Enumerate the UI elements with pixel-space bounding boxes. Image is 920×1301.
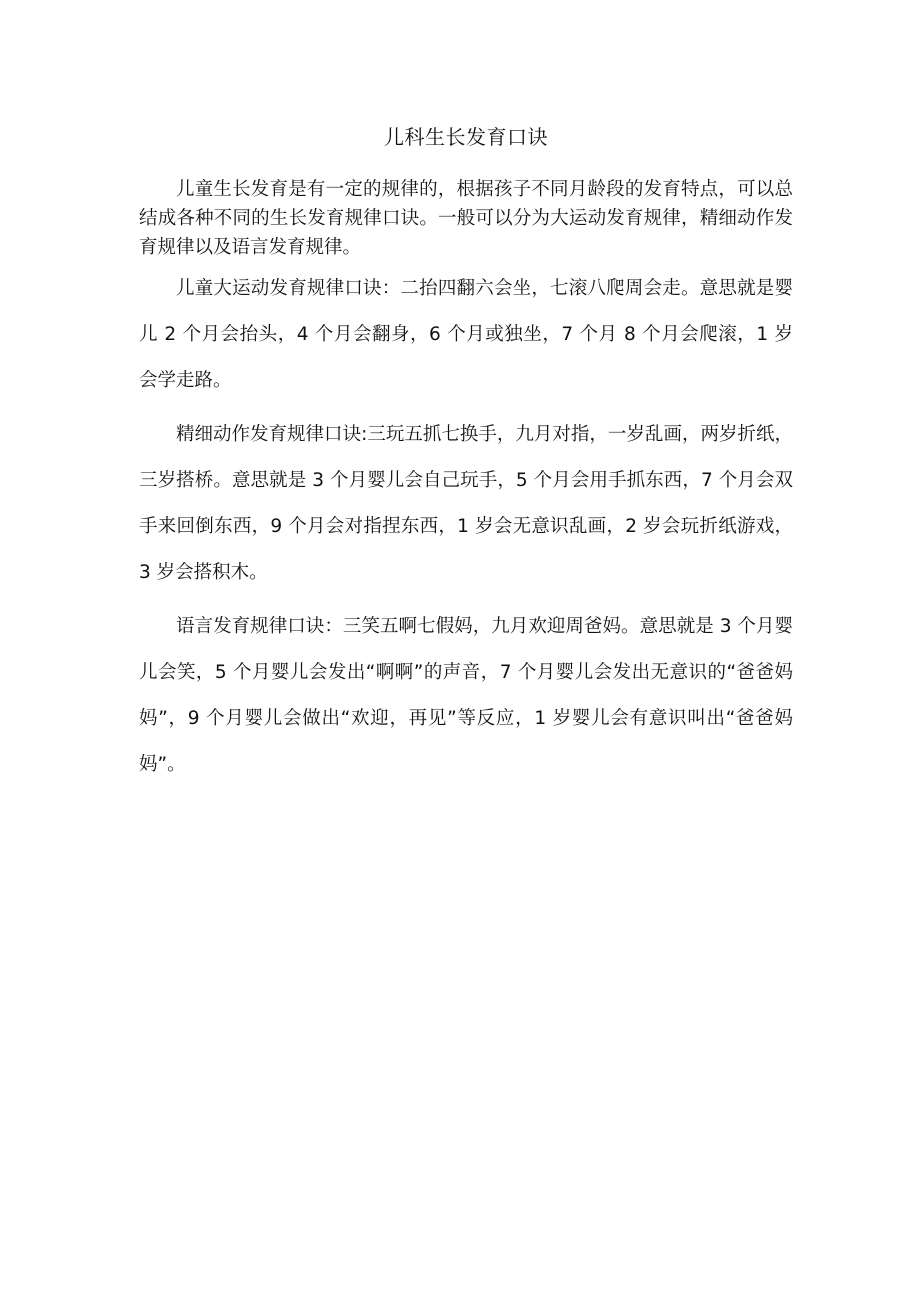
paragraph-gross-motor: 儿童大运动发育规律口诀：二抬四翻六会坐，七滚八爬周会走。意思就是婴儿 2 个月会抬头，4 个月会翻身，6 个月或独坐，7 个月 8 个月会爬滚，1 岁会学走路。 [139,278,793,391]
paragraph-fine-motor: 精细动作发育规律口诀:三玩五抓七换手，九月对指，一岁乱画，两岁折纸，三岁搭桥。意思就是 3 个月婴儿会自己玩手，5 个月会用手抓东西，7 个月会双手来回倒东西，9 个月会对指捏东西，1 岁会无意识乱画，2 岁会玩折纸游戏，3 岁会搭积木。 [139,424,793,583]
paragraph-language: 语言发育规律口诀：三笑五啊七假妈，九月欢迎周爸妈。意思就是 3 个月婴儿会笑，5 个月婴儿会发出“啊啊”的声音，7 个月婴儿会发出无意识的“爸爸妈妈”，9 个月婴儿会做出“欢迎，再见”等反应，1 岁婴儿会有意识叫出“爸爸妈妈”。 [139,616,793,775]
document-title: 儿科生长发育口诀 [384,125,548,149]
paragraph-intro: 儿童生长发育是有一定的规律的，根据孩子不同月龄段的发育特点，可以总结成各种不同的生长发育规律口诀。一般可以分为大运动发育规律，精细动作发育规律以及语言发育规律。 [139,179,793,258]
